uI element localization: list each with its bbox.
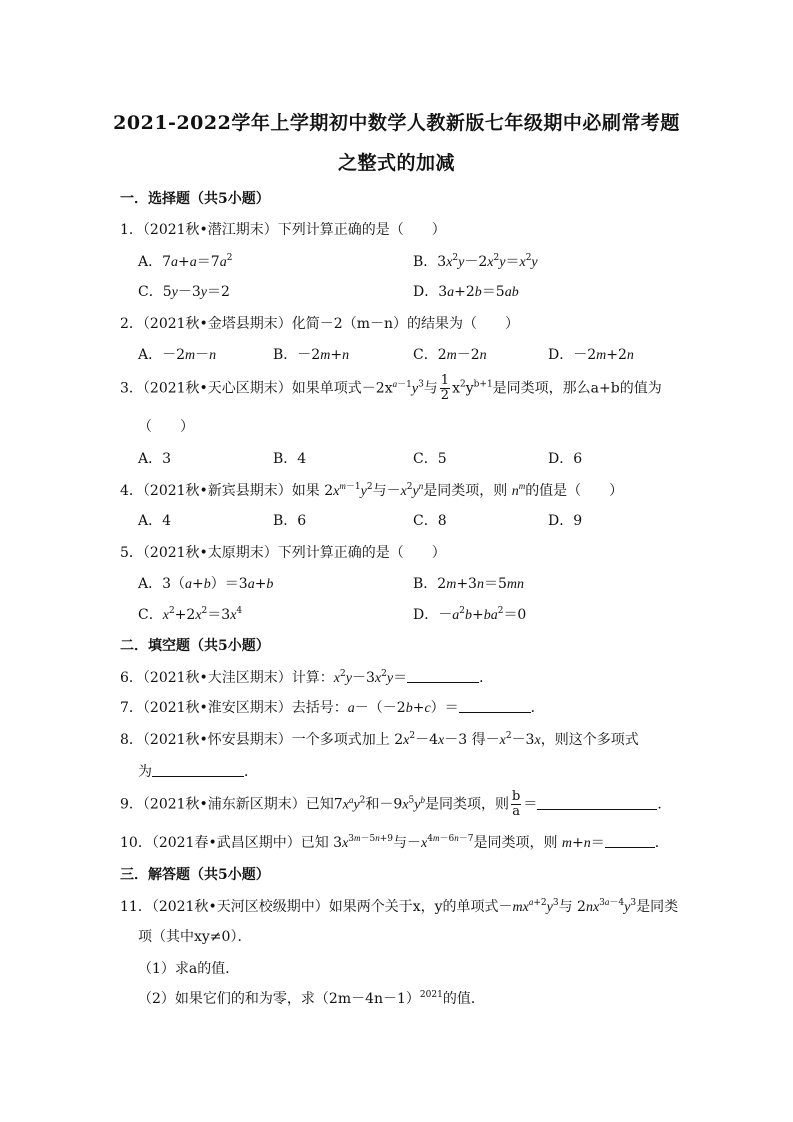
q3-option-a: A．3 [138, 451, 172, 467]
q3-stem: 3．（2021秋•天心区期末）如果单项式$-2x^{a-1}y^3$与 $\frac{1}{2}$ $x^2y^{b+1}$是同类项，那么a+b的值为 [120, 373, 662, 403]
q3-option-c: C．5 [413, 451, 447, 467]
q4-stem: 4．（2021秋•新宾县期末）如果 $2x^{m-1}y^2$与$-x^2y^n$是同类项，则 $n^m$的值是（ ） [120, 481, 624, 499]
q3-fraction: $\frac{1}{2}$ [440, 373, 450, 403]
q11-stem: 11．（2021秋•天河区校级期中）如果两个关于x，y的单项式$-mx^{a+2}y^3$与 $2nx^{3a-4}y^3$是同类 [120, 897, 679, 915]
q1-option-d: D．3a+2b＝5ab [413, 284, 519, 300]
q3-option-b: B．4 [273, 451, 307, 467]
section-choice: 一．选择题（共5小题） [120, 191, 270, 207]
q1-stem: 1．（2021秋•潜江期末）下列计算正确的是（ ） [120, 222, 446, 238]
q2-option-d: D．－2m+2n [548, 347, 634, 363]
q8-stem: 8．（2021秋•怀安县期末）一个多项式加上 $2x^2-4x-3$ 得$-x^2-3x$，则这个多项式 [120, 731, 639, 748]
section-fill: 二．填空题（共5小题） [120, 638, 270, 654]
q9-fraction: $\frac{b}{a}$ [511, 789, 521, 819]
q5-option-a: A．3（a+b）＝3a+b [138, 576, 274, 592]
q4-option-b: B．6 [273, 513, 307, 529]
title-line-1: 2021-2022学年上学期初中数学人教新版七年级期中必刷常考题 [113, 112, 680, 134]
q5-option-b: B．2m+3n＝5mn [413, 576, 525, 592]
q10-blank[interactable] [605, 835, 655, 848]
q11-sub1: （1）求a的值． [138, 961, 240, 977]
q4-option-c: C．8 [413, 513, 447, 529]
q2-option-b: B．－2m+n [273, 347, 350, 363]
title-line-2: 之整式的加减 [337, 152, 455, 174]
q11-sub2: （2）如果它们的和为零，求$(2m-4n-1)^{2021}$的值． [138, 990, 485, 1007]
q3-paren: （ ） [138, 419, 194, 435]
q3-option-d: D．6 [548, 451, 583, 467]
q5-option-d: D．$-a^2b+ba^2=0$ [413, 606, 527, 623]
q11-line2: 项（其中xy≠0）． [138, 929, 252, 945]
q6-blank[interactable] [407, 670, 479, 683]
q7-blank[interactable] [459, 700, 531, 713]
q1-option-a: A．$7a+a=7a^2$ [138, 253, 233, 270]
q1-option-b: B．$3x^2y-2x^2y=x^2y$ [413, 253, 538, 270]
q1-option-c: C．5y－3y＝2 [138, 284, 230, 300]
q3-post: 是同类项，那么a+b的值为 [492, 380, 662, 397]
q6-stem: 6．（2021秋•大洼区期末）计算：$x^2y-3x^2y=$ ． [120, 669, 494, 686]
q2-option-a: A．－2m－n [138, 347, 217, 363]
q8-line2: 为 ． [138, 764, 258, 780]
q2-stem: 2．（2021秋•金塔县期末）化简－2（m－n）的结果为（ ） [120, 316, 519, 332]
q2-option-c: C．2m－2n [413, 347, 487, 363]
q5-option-c: C．$x^2+2x^2=3x^4$ [138, 606, 243, 623]
q3-mid: 与 [423, 380, 438, 397]
q4-option-d: D．9 [548, 513, 583, 529]
q9-stem: 9．（2021秋•浦东新区期末）已知$7x^ay^2$和$-9x^5y^b$是同类项，则 $\frac{b}{a}$ ＝ ． [120, 789, 672, 819]
section-answer: 三．解答题（共5小题） [120, 867, 270, 883]
q8-blank[interactable] [152, 764, 244, 777]
q3-pre: 3．（2021秋•天心区期末）如果单项式－2x [120, 380, 393, 397]
q4-option-a: A．4 [138, 513, 172, 529]
q10-stem: 10．（2021春•武昌区期中）已知 $3x^{3m-5n+9}$与$-x^{4m-6n-7}$是同类项，则 m+n＝ ． [120, 833, 669, 851]
q5-stem: 5．（2021秋•太原期末）下列计算正确的是（ ） [120, 545, 446, 561]
q7-stem: 7．（2021秋•淮安区期末）去括号：a－（－2b+c）＝ ． [120, 700, 545, 716]
q9-blank[interactable] [537, 797, 657, 810]
